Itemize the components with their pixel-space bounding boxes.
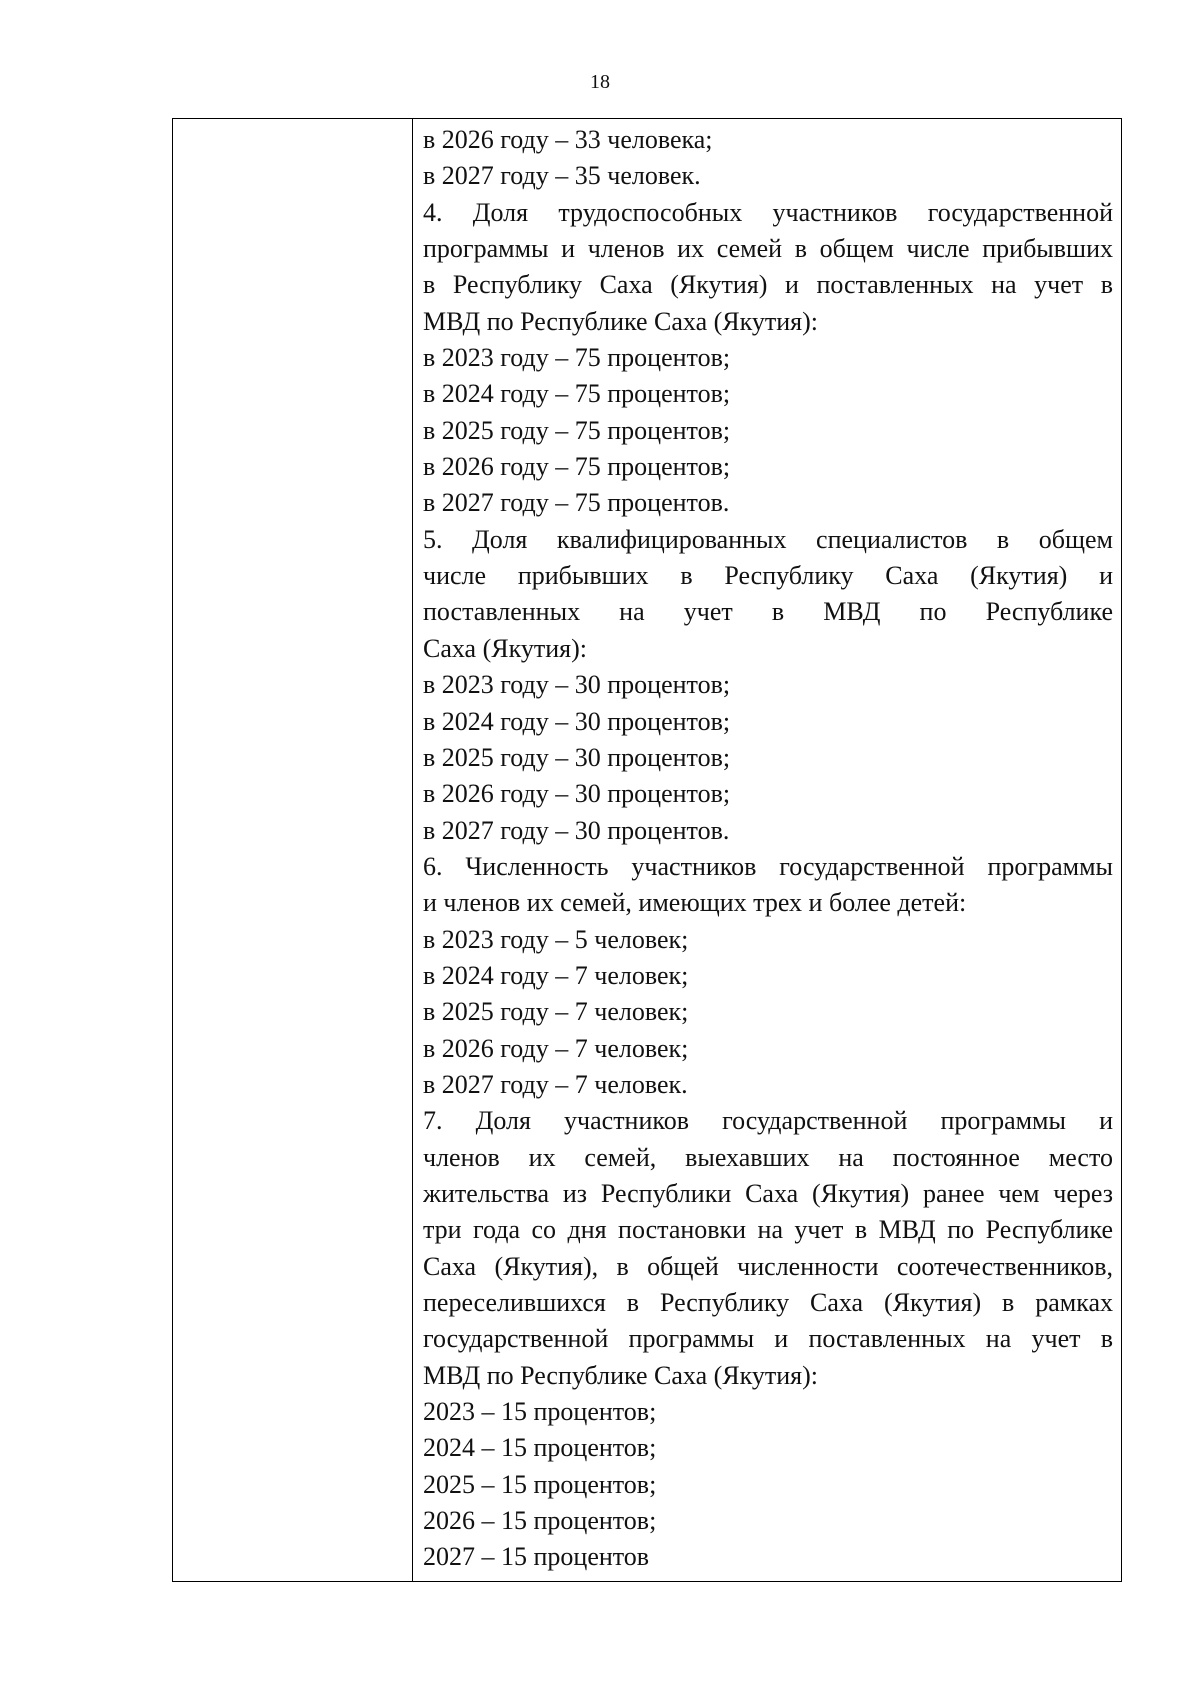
table-left-cell xyxy=(173,119,413,1581)
text-line: в 2026 году – 7 человек; xyxy=(423,1033,689,1063)
text-line: в 2023 году – 5 человек; xyxy=(423,924,689,954)
text-line: 5. Доля квалифицированных специалистов в общем xyxy=(423,524,1113,554)
text-line: 4. Доля трудоспособных участников государственной xyxy=(423,197,1113,227)
text-line: поставленных на учет в МВД по Республике xyxy=(423,597,1113,627)
text-line: в 2027 году – 35 человек. xyxy=(423,161,701,191)
text-line: в 2024 году – 30 процентов; xyxy=(423,706,731,736)
text-line: 2027 – 15 процентов xyxy=(423,1542,650,1572)
text-line: в 2025 году – 7 человек; xyxy=(423,997,689,1027)
text-line: в 2026 году – 33 человека; xyxy=(423,125,713,154)
text-line: 2024 – 15 процентов; xyxy=(423,1433,657,1463)
text-line: в 2023 году – 75 процентов; xyxy=(423,343,731,373)
text-line: 2025 – 15 процентов; xyxy=(423,1469,657,1499)
page-number: 18 xyxy=(590,71,610,93)
text-line: в 2026 году – 75 процентов; xyxy=(423,452,731,482)
text-line: программы и членов их семей в общем числе прибывших xyxy=(423,234,1113,264)
text-line: в 2024 году – 75 процентов; xyxy=(423,379,731,409)
text-line: 6. Численность участников государственной программы xyxy=(423,851,1113,881)
text-line: МВД по Республике Саха (Якутия): xyxy=(423,1360,818,1390)
text-line: Саха (Якутия), в общей численности соотечественников, xyxy=(423,1251,1113,1281)
text-line: в 2027 году – 30 процентов. xyxy=(423,815,730,845)
text-line: в 2025 году – 30 процентов; xyxy=(423,742,731,772)
document-table xyxy=(172,118,1122,1582)
text-line: три года со дня постановки на учет в МВД по Республике xyxy=(423,1215,1113,1245)
text-line: жительства из Республики Саха (Якутия) ранее чем через xyxy=(423,1178,1113,1208)
text-line: членов их семей, выехавших на постоянное место xyxy=(423,1142,1113,1172)
text-line: в 2025 году – 75 процентов; xyxy=(423,415,731,445)
text-line: числе прибывших в Республику Саха (Якутия) и xyxy=(423,561,1113,591)
text-line: 2023 – 15 процентов; xyxy=(423,1397,657,1427)
text-line: в 2023 году – 30 процентов; xyxy=(423,670,731,700)
text-line: государственной программы и поставленных на учет в xyxy=(423,1324,1113,1354)
text-line: и членов их семей, имеющих трех и более детей: xyxy=(423,888,967,918)
text-line: в Республику Саха (Якутия) и поставленных на учет в xyxy=(423,270,1113,300)
text-line: Саха (Якутия): xyxy=(423,633,587,663)
text-line: 7. Доля участников государственной программы и xyxy=(423,1106,1113,1136)
text-line: в 2024 году – 7 человек; xyxy=(423,960,689,990)
text-line: в 2027 году – 75 процентов. xyxy=(423,488,730,518)
text-line: в 2027 году – 7 человек. xyxy=(423,1069,688,1099)
table-right-cell xyxy=(423,122,1113,1576)
text-line: МВД по Республике Саха (Якутия): xyxy=(423,306,818,336)
text-line: 2026 – 15 процентов; xyxy=(423,1506,657,1536)
text-line: в 2026 году – 30 процентов; xyxy=(423,779,731,809)
text-line: переселившихся в Республику Саха (Якутия) в рамках xyxy=(423,1288,1113,1317)
